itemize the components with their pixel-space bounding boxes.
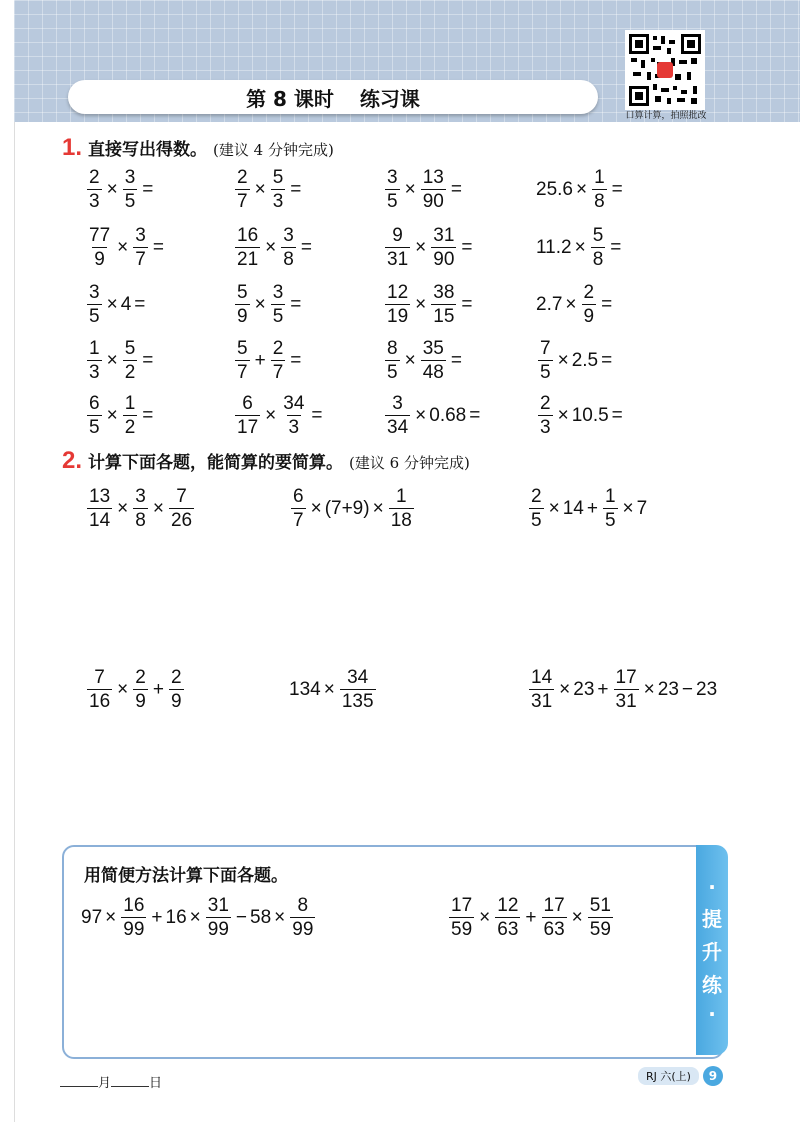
operator: × bbox=[117, 236, 129, 258]
section-1-number: 1. bbox=[62, 134, 83, 161]
fraction bbox=[271, 168, 286, 211]
denominator: 7 bbox=[272, 362, 284, 383]
fraction bbox=[542, 896, 567, 939]
fraction bbox=[169, 668, 184, 711]
denominator: 7 bbox=[135, 249, 146, 270]
fraction bbox=[385, 394, 410, 437]
denominator: 26 bbox=[170, 510, 193, 531]
operator: − bbox=[681, 678, 693, 700]
numerator: 5 bbox=[124, 338, 136, 359]
operator: × bbox=[189, 906, 201, 928]
page-edge bbox=[14, 122, 15, 1122]
fraction bbox=[614, 668, 639, 711]
qr-caption: 口算计算，拍照批改 bbox=[625, 111, 707, 121]
operator: × bbox=[548, 497, 560, 519]
section-1-hint: (建议 4 分钟完成) bbox=[213, 141, 334, 159]
math-expression bbox=[288, 668, 379, 711]
numerator: 7 bbox=[176, 486, 187, 507]
operator: + bbox=[151, 906, 163, 928]
numerator: 3 bbox=[124, 167, 136, 188]
math-expression bbox=[80, 896, 318, 939]
fraction bbox=[431, 226, 456, 269]
denominator: 34 bbox=[387, 417, 409, 438]
operator: × bbox=[106, 404, 118, 426]
operator: + bbox=[254, 349, 266, 371]
math-expression bbox=[382, 339, 464, 382]
numerator: 1 bbox=[395, 486, 407, 507]
tab-char: 提 bbox=[702, 906, 722, 931]
math-expression bbox=[84, 394, 155, 437]
denominator: 9 bbox=[583, 306, 595, 327]
operator: = bbox=[300, 236, 312, 258]
tab-char: · bbox=[708, 1001, 716, 1026]
numerator: 14 bbox=[531, 667, 553, 688]
number: 10.5 bbox=[571, 404, 609, 426]
denominator: 5 bbox=[387, 191, 398, 212]
footer-badge-group bbox=[638, 1066, 723, 1086]
numerator: 1 bbox=[124, 393, 136, 414]
number: 7 bbox=[636, 497, 648, 519]
fraction bbox=[169, 487, 194, 530]
denominator: 59 bbox=[589, 919, 611, 940]
section-1-title: 直接写出得数。 bbox=[88, 140, 208, 160]
fraction bbox=[290, 896, 315, 939]
number: 4 bbox=[120, 293, 132, 315]
fraction bbox=[538, 394, 553, 437]
operator: × bbox=[152, 497, 164, 519]
denominator: 8 bbox=[592, 249, 604, 270]
operator: = bbox=[134, 293, 146, 315]
denominator: 5 bbox=[89, 306, 100, 327]
fraction bbox=[87, 339, 102, 382]
math-expression bbox=[382, 226, 475, 269]
numerator: 12 bbox=[387, 282, 409, 303]
fraction bbox=[133, 487, 148, 530]
denominator: 48 bbox=[422, 362, 444, 383]
operator: = bbox=[152, 236, 164, 258]
operator: × bbox=[310, 497, 322, 519]
operator: = bbox=[601, 349, 613, 371]
operator: = bbox=[469, 404, 481, 426]
math-expression bbox=[535, 339, 614, 382]
lesson-title: 练习课 bbox=[359, 86, 420, 111]
number: 11.2 bbox=[536, 236, 572, 258]
grade-badge: RJ 六(上) bbox=[638, 1067, 699, 1085]
numerator: 2 bbox=[135, 667, 146, 688]
math-expression bbox=[232, 168, 303, 211]
numerator: 51 bbox=[589, 895, 611, 916]
numerator: 38 bbox=[433, 282, 455, 303]
operator: × bbox=[565, 293, 577, 315]
denominator: 59 bbox=[451, 919, 473, 940]
operator: = bbox=[142, 404, 154, 426]
denominator: 3 bbox=[89, 191, 100, 212]
number: 23 bbox=[696, 678, 718, 700]
denominator: 21 bbox=[237, 249, 259, 270]
math-expression bbox=[382, 168, 464, 211]
numerator: 3 bbox=[89, 282, 100, 303]
operator: × bbox=[372, 497, 384, 519]
fraction bbox=[340, 668, 376, 711]
numerator: 2 bbox=[170, 667, 182, 688]
math-expression bbox=[382, 394, 482, 437]
fraction bbox=[206, 896, 231, 939]
section-2-number: 2. bbox=[62, 447, 83, 474]
numerator: 3 bbox=[135, 486, 146, 507]
numerator: 8 bbox=[387, 338, 398, 359]
number: 134 bbox=[289, 678, 321, 700]
tab-char: · bbox=[708, 874, 716, 899]
fraction bbox=[235, 226, 260, 269]
fraction bbox=[123, 168, 138, 211]
tab-char: 升 bbox=[702, 939, 722, 964]
denominator: 90 bbox=[422, 191, 444, 212]
operator: = bbox=[290, 349, 302, 371]
denominator: 99 bbox=[207, 919, 229, 940]
denominator: 3 bbox=[288, 417, 300, 438]
fraction bbox=[87, 283, 102, 326]
math-expression bbox=[526, 668, 718, 711]
fraction bbox=[603, 487, 618, 530]
denominator: 2 bbox=[124, 362, 136, 383]
denominator: 63 bbox=[543, 919, 565, 940]
denominator: 9 bbox=[94, 249, 105, 270]
numerator: 1 bbox=[594, 167, 605, 188]
fraction bbox=[235, 283, 250, 326]
numerator: 3 bbox=[392, 393, 403, 414]
denominator: 3 bbox=[272, 191, 284, 212]
operator: = bbox=[450, 349, 462, 371]
day-label: 日 bbox=[149, 1076, 163, 1091]
challenge-title: 用简便方法计算下面各题。 bbox=[84, 866, 288, 886]
operator: × bbox=[106, 178, 118, 200]
operator: × bbox=[415, 293, 427, 315]
operator: + bbox=[586, 497, 598, 519]
section-2-hint: (建议 6 分钟完成) bbox=[349, 454, 470, 472]
numerator: 5 bbox=[272, 167, 284, 188]
denominator: 17 bbox=[237, 417, 259, 438]
number: 14 bbox=[562, 497, 584, 519]
denominator: 31 bbox=[387, 249, 409, 270]
numerator: 3 bbox=[387, 167, 398, 188]
numerator: 7 bbox=[94, 667, 105, 688]
operator: × bbox=[415, 236, 427, 258]
math-expression bbox=[232, 339, 303, 382]
operator: × bbox=[574, 236, 586, 258]
fraction bbox=[592, 168, 607, 211]
denominator: 5 bbox=[531, 510, 542, 531]
operator: = bbox=[290, 293, 302, 315]
number: 23 bbox=[573, 678, 595, 700]
denominator: 5 bbox=[387, 362, 398, 383]
denominator: 7 bbox=[237, 191, 248, 212]
section-2-heading bbox=[62, 447, 470, 475]
fraction bbox=[123, 339, 138, 382]
fraction bbox=[588, 896, 613, 939]
math-expression bbox=[84, 168, 155, 211]
operator: × bbox=[274, 906, 286, 928]
denominator: 9 bbox=[170, 691, 182, 712]
operator: × bbox=[105, 906, 117, 928]
number: 2.5 bbox=[571, 349, 599, 371]
fraction bbox=[291, 487, 306, 530]
denominator: 8 bbox=[283, 249, 294, 270]
operator: × bbox=[265, 236, 277, 258]
denominator: 99 bbox=[123, 919, 145, 940]
numerator: 8 bbox=[297, 895, 309, 916]
operator: = bbox=[290, 178, 302, 200]
numerator: 1 bbox=[89, 338, 100, 359]
month-blank[interactable] bbox=[60, 1086, 98, 1087]
denominator: 18 bbox=[390, 510, 412, 531]
fraction bbox=[449, 896, 474, 939]
operator: × bbox=[265, 404, 277, 426]
numerator: 13 bbox=[422, 167, 444, 188]
math-expression bbox=[535, 394, 625, 437]
section-1-heading bbox=[62, 134, 334, 162]
day-blank[interactable] bbox=[111, 1086, 149, 1087]
operator: × bbox=[117, 678, 129, 700]
operator: = bbox=[142, 349, 154, 371]
operator: + bbox=[152, 678, 164, 700]
number: 16 bbox=[165, 906, 187, 928]
math-expression bbox=[535, 226, 623, 269]
math-expression bbox=[84, 283, 147, 326]
operator: × bbox=[622, 497, 634, 519]
math-expression bbox=[382, 283, 475, 326]
fraction bbox=[281, 394, 306, 437]
fraction bbox=[385, 339, 400, 382]
denominator: 3 bbox=[89, 362, 100, 383]
math-expression bbox=[535, 283, 614, 326]
numerator: 34 bbox=[347, 667, 369, 688]
denominator: 8 bbox=[594, 191, 605, 212]
denominator: 14 bbox=[89, 510, 111, 531]
challenge-tab bbox=[696, 845, 728, 1055]
denominator: 5 bbox=[540, 362, 551, 383]
number: 25.6 bbox=[536, 178, 573, 200]
denominator: 16 bbox=[89, 691, 111, 712]
month-label: 月 bbox=[98, 1076, 112, 1091]
fraction bbox=[529, 487, 544, 530]
fraction bbox=[133, 668, 148, 711]
number: 97 bbox=[81, 906, 103, 928]
operator: × bbox=[106, 293, 118, 315]
fraction bbox=[529, 668, 554, 711]
operator: × bbox=[557, 404, 569, 426]
fraction bbox=[235, 394, 260, 437]
denominator: 15 bbox=[433, 306, 455, 327]
denominator: 8 bbox=[135, 510, 146, 531]
operator: = bbox=[461, 293, 473, 315]
operator: + bbox=[525, 906, 537, 928]
operator: × bbox=[571, 906, 583, 928]
numerator: 31 bbox=[433, 225, 455, 246]
fraction bbox=[87, 668, 112, 711]
numerator: 17 bbox=[615, 667, 637, 688]
numerator: 35 bbox=[422, 338, 444, 359]
operator: × bbox=[117, 497, 129, 519]
fraction bbox=[271, 339, 286, 382]
fraction bbox=[281, 226, 296, 269]
lesson-number: 第 8 课时 bbox=[246, 86, 334, 111]
number: (7+9) bbox=[324, 497, 370, 519]
denominator: 3 bbox=[540, 417, 551, 438]
math-expression bbox=[535, 168, 625, 211]
denominator: 2 bbox=[124, 417, 136, 438]
operator: = bbox=[611, 404, 623, 426]
math-expression bbox=[288, 487, 417, 530]
denominator: 31 bbox=[615, 691, 637, 712]
math-expression bbox=[446, 896, 616, 939]
fraction bbox=[271, 283, 286, 326]
numerator: 13 bbox=[89, 486, 111, 507]
math-expression bbox=[84, 487, 197, 530]
numerator: 9 bbox=[392, 225, 403, 246]
denominator: 99 bbox=[292, 919, 314, 940]
fraction bbox=[133, 226, 148, 269]
math-expression bbox=[84, 668, 187, 711]
denominator: 9 bbox=[135, 691, 146, 712]
fraction bbox=[495, 896, 520, 939]
denominator: 19 bbox=[387, 306, 409, 327]
fraction bbox=[431, 283, 456, 326]
math-expression bbox=[84, 226, 166, 269]
denominator: 90 bbox=[433, 249, 455, 270]
math-expression bbox=[232, 394, 325, 437]
math-expression bbox=[84, 339, 155, 382]
operator: × bbox=[404, 349, 416, 371]
number: 2.7 bbox=[536, 293, 563, 315]
numerator: 2 bbox=[237, 167, 248, 188]
denominator: 7 bbox=[293, 510, 304, 531]
fraction bbox=[385, 226, 410, 269]
fraction bbox=[538, 339, 553, 382]
operator: = bbox=[142, 178, 154, 200]
operator: + bbox=[597, 678, 609, 700]
numerator: 2 bbox=[583, 282, 595, 303]
fraction bbox=[582, 283, 597, 326]
numerator: 16 bbox=[237, 225, 259, 246]
numerator: 6 bbox=[242, 393, 253, 414]
tab-char: 练 bbox=[702, 972, 722, 997]
operator: × bbox=[254, 178, 266, 200]
operator: × bbox=[254, 293, 266, 315]
qr-code-icon[interactable] bbox=[625, 30, 705, 110]
fraction bbox=[385, 168, 400, 211]
operator: = bbox=[461, 236, 473, 258]
numerator: 1 bbox=[604, 486, 616, 507]
numerator: 5 bbox=[237, 282, 248, 303]
operator: × bbox=[415, 404, 427, 426]
numerator: 6 bbox=[89, 393, 100, 414]
denominator: 5 bbox=[272, 306, 284, 327]
denominator: 7 bbox=[237, 362, 248, 383]
fraction bbox=[421, 339, 446, 382]
numerator: 2 bbox=[272, 338, 284, 359]
date-line bbox=[60, 1072, 162, 1091]
operator: × bbox=[323, 678, 335, 700]
operator: = bbox=[311, 404, 323, 426]
numerator: 17 bbox=[451, 895, 473, 916]
numerator: 2 bbox=[540, 393, 551, 414]
operator: = bbox=[610, 236, 622, 258]
fraction bbox=[421, 168, 446, 211]
numerator: 3 bbox=[135, 225, 146, 246]
numerator: 3 bbox=[272, 282, 284, 303]
fraction bbox=[235, 168, 250, 211]
operator: × bbox=[479, 906, 491, 928]
operator: × bbox=[557, 349, 569, 371]
denominator: 63 bbox=[497, 919, 519, 940]
operator: = bbox=[601, 293, 613, 315]
fraction bbox=[591, 226, 606, 269]
operator: × bbox=[404, 178, 416, 200]
numerator: 2 bbox=[89, 167, 100, 188]
numerator: 12 bbox=[497, 895, 519, 916]
denominator: 5 bbox=[89, 417, 100, 438]
numerator: 17 bbox=[543, 895, 565, 916]
numerator: 5 bbox=[592, 225, 604, 246]
page-number: 9 bbox=[703, 1066, 723, 1086]
denominator: 135 bbox=[341, 691, 374, 712]
fraction bbox=[87, 487, 112, 530]
operator: × bbox=[575, 178, 588, 200]
numerator: 7 bbox=[540, 338, 551, 359]
numerator: 5 bbox=[237, 338, 248, 359]
number: 0.68 bbox=[429, 404, 467, 426]
numerator: 2 bbox=[531, 486, 542, 507]
denominator: 5 bbox=[604, 510, 616, 531]
numerator: 16 bbox=[123, 895, 145, 916]
math-expression bbox=[526, 487, 648, 530]
numerator: 77 bbox=[89, 225, 111, 246]
fraction bbox=[389, 487, 414, 530]
lesson-title-bar bbox=[68, 80, 598, 114]
denominator: 31 bbox=[531, 691, 553, 712]
numerator: 31 bbox=[207, 895, 229, 916]
fraction bbox=[121, 896, 146, 939]
fraction bbox=[385, 283, 410, 326]
numerator: 6 bbox=[293, 486, 304, 507]
math-expression bbox=[232, 226, 314, 269]
fraction bbox=[123, 394, 138, 437]
operator: − bbox=[235, 906, 247, 928]
denominator: 9 bbox=[237, 306, 248, 327]
fraction bbox=[235, 339, 250, 382]
fraction bbox=[87, 394, 102, 437]
operator: = bbox=[611, 178, 623, 200]
number: 58 bbox=[250, 906, 272, 928]
operator: × bbox=[559, 678, 571, 700]
fraction bbox=[87, 226, 112, 269]
denominator: 5 bbox=[124, 191, 136, 212]
section-2-title: 计算下面各题，能简算的要简算。 bbox=[88, 453, 344, 473]
operator: × bbox=[643, 678, 655, 700]
fraction bbox=[87, 168, 102, 211]
operator: = bbox=[450, 178, 462, 200]
number: 23 bbox=[657, 678, 679, 700]
math-expression bbox=[232, 283, 303, 326]
numerator: 3 bbox=[283, 225, 294, 246]
numerator: 34 bbox=[283, 393, 305, 414]
operator: × bbox=[106, 349, 118, 371]
